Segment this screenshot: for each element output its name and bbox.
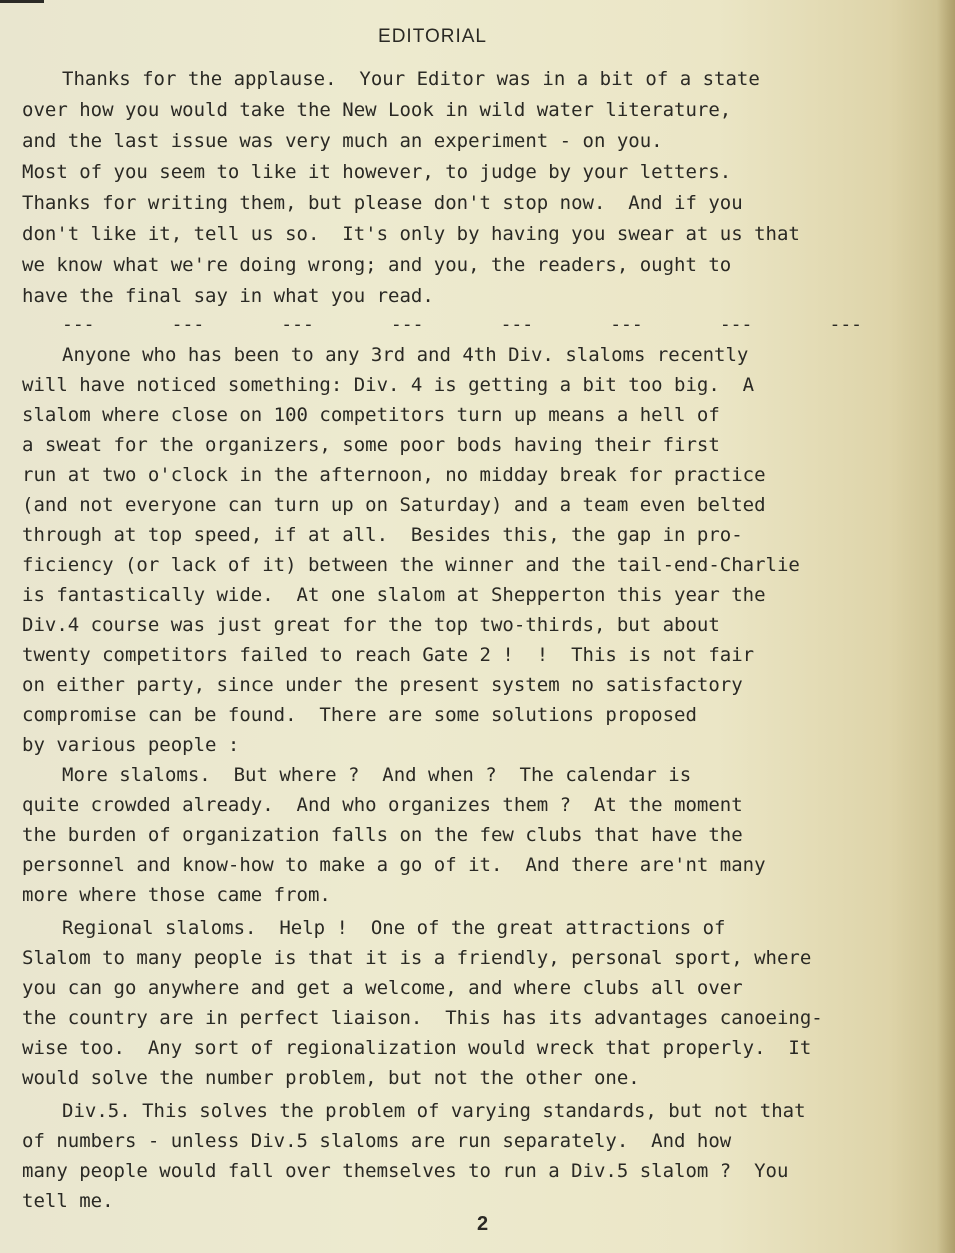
- text-line: Div.4 course was just great for the top two-thirds, but about: [22, 614, 720, 636]
- text-line: you can go anywhere and get a welcome, and where clubs all over: [22, 977, 743, 999]
- text-line: Thanks for writing them, but please don't stop now. And if you: [22, 192, 743, 214]
- text-line: of numbers - unless Div.5 slaloms are run separately. And how: [22, 1130, 732, 1152]
- section-separator: [62, 314, 862, 335]
- text-line: will have noticed something: Div. 4 is getting a bit too big. A: [22, 374, 755, 396]
- text-line: over how you would take the New Look in wild water literature,: [22, 99, 732, 121]
- text-line: Anyone who has been to any 3rd and 4th Div. slaloms recently: [62, 344, 749, 366]
- page-title: EDITORIAL: [378, 26, 487, 47]
- text-line: Thanks for the applause. Your Editor was in a bit of a state: [62, 68, 760, 90]
- separator-dash: ---: [390, 314, 424, 335]
- text-line: twenty competitors failed to reach Gate 2 ! ! This is not fair: [22, 644, 755, 666]
- text-line: the country are in perfect liaison. This has its advantages canoeing-: [22, 1007, 823, 1029]
- page-number: 2: [477, 1213, 489, 1235]
- separator-dash: ---: [62, 314, 95, 335]
- separator-dash: ---: [281, 314, 314, 335]
- separator-dash: ---: [610, 314, 643, 335]
- text-line: quite crowded already. And who organizes them ? At the moment: [22, 794, 743, 816]
- text-line: run at two o'clock in the afternoon, no midday break for practice: [22, 464, 766, 486]
- text-line: and the last issue was very much an experiment - on you.: [22, 130, 663, 152]
- text-line: would solve the number problem, but not the other one.: [22, 1067, 640, 1089]
- top-rule: [0, 0, 44, 3]
- separator-dash: ---: [829, 314, 862, 335]
- separator-dash: ---: [171, 314, 205, 335]
- text-line: don't like it, tell us so. It's only by having you swear at us that: [22, 223, 800, 245]
- text-line: wise too. Any sort of regionalization would wreck that properly. It: [22, 1037, 812, 1059]
- text-line: tell me.: [22, 1190, 114, 1212]
- text-line: More slaloms. But where ? And when ? The calendar is: [62, 764, 692, 786]
- text-line: more where those came from.: [22, 884, 331, 906]
- text-line: slalom where close on 100 competitors turn up means a hell of: [22, 404, 720, 426]
- text-line: the burden of organization falls on the few clubs that have the: [22, 824, 743, 846]
- text-line: ficiency (or lack of it) between the winner and the tail-end-Charlie: [22, 554, 800, 576]
- text-line: Most of you seem to like it however, to judge by your letters.: [22, 161, 732, 183]
- text-line: Slalom to many people is that it is a friendly, personal sport, where: [22, 947, 812, 969]
- text-line: on either party, since under the present system no satisfactory: [22, 674, 743, 696]
- text-line: (and not everyone can turn up on Saturday) and a team even belted: [22, 494, 766, 516]
- text-line: personnel and know-how to make a go of it. And there are'nt many: [22, 854, 766, 876]
- text-line: is fantastically wide. At one slalom at Shepperton this year the: [22, 584, 766, 606]
- page-edge-shadow: [937, 0, 955, 1253]
- text-line: through at top speed, if at all. Besides this, the gap in pro-: [22, 524, 743, 546]
- text-line: Regional slaloms. Help ! One of the great attractions of: [62, 917, 726, 939]
- text-line: have the final say in what you read.: [22, 285, 434, 307]
- separator-dash: ---: [500, 314, 534, 335]
- separator-dash: ---: [719, 314, 753, 335]
- text-line: by various people :: [22, 734, 240, 756]
- text-line: many people would fall over themselves to run a Div.5 slalom ? You: [22, 1160, 789, 1182]
- text-line: Div.5. This solves the problem of varying standards, but not that: [62, 1100, 806, 1122]
- text-line: a sweat for the organizers, some poor bods having their first: [22, 434, 720, 456]
- text-line: we know what we're doing wrong; and you, the readers, ought to: [22, 254, 732, 276]
- text-line: compromise can be found. There are some solutions proposed: [22, 704, 697, 726]
